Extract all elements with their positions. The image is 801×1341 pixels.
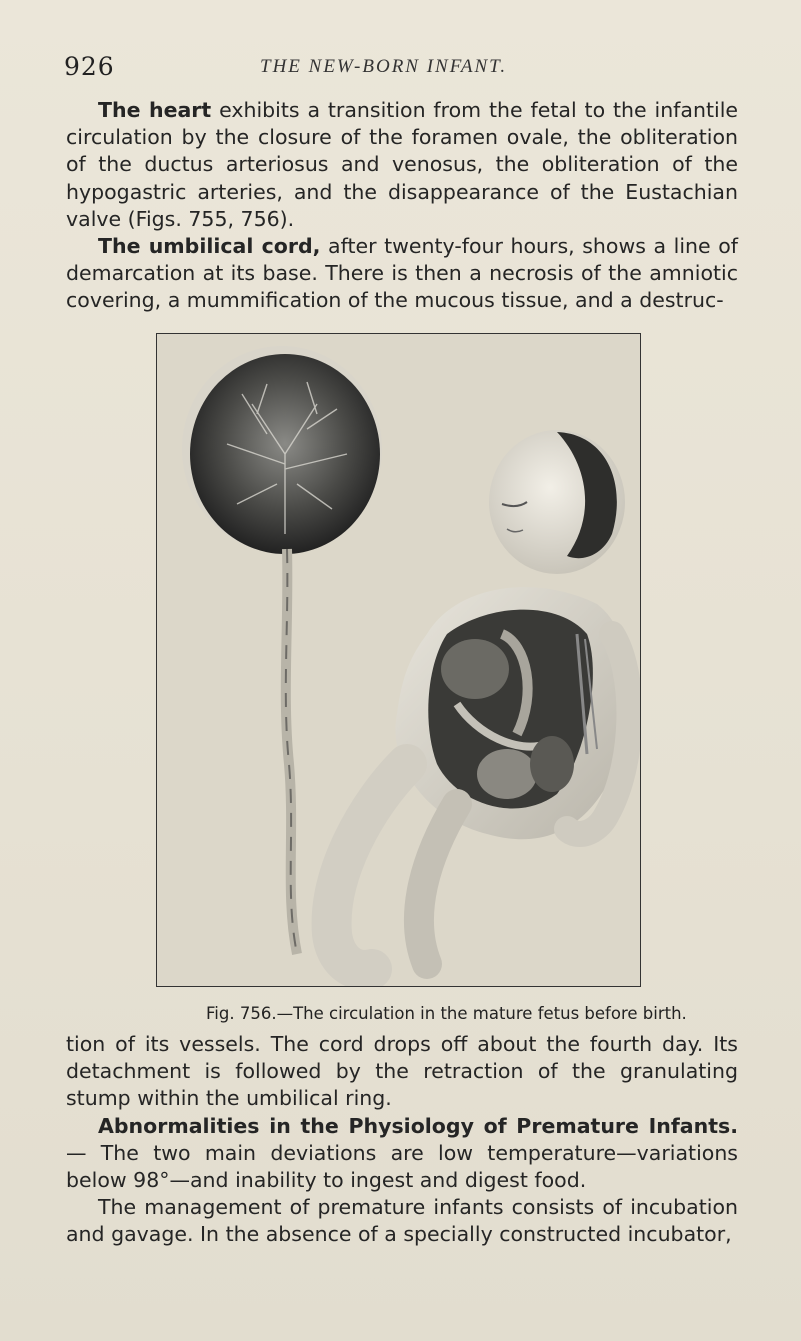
abnormalities-lead: Abnormalities in the Physiology of Premature Infants. — [98, 1113, 738, 1138]
heart-body: exhibits a transition from the fetal to the infantile circulation by the closure of the foramen ovale, the obliteration of the ductus arteriosus and venosus, the obliteration of the hypogastric arteries, and the disappearance of the Eustachian valve (Figs. 755, 756). — [66, 98, 738, 231]
figure-caption: Fig. 756.—The circulation in the mature fetus before birth. — [206, 1004, 687, 1023]
figure-frame — [156, 333, 641, 987]
paragraph-management: The management of premature infants consists of incubation and gavage. In the absence of a specially constructed incubator, — [66, 1195, 738, 1247]
infant-head — [489, 430, 625, 574]
bottom-text-block — [66, 1031, 738, 1249]
paragraph-abnormalities — [66, 1113, 738, 1195]
heart — [441, 639, 509, 699]
umbilical-cord-body: after twenty-four hours, shows a line of demarcation at its base. There is then a necrosis of the amniotic covering, a mummification of the mucous tissue, and a destruc- — [66, 234, 738, 313]
liver — [477, 749, 537, 799]
abnormalities-body: — The two main deviations are low temperature—variations below 98°—and inability to ingest and digest food. — [66, 1140, 738, 1193]
heart-lead: The heart — [98, 98, 212, 122]
paragraph-umbilical-cord — [66, 233, 738, 315]
paragraph-heart — [66, 97, 738, 233]
page-header — [64, 52, 744, 86]
top-text-block — [66, 97, 738, 315]
fetal-circulation-illustration — [157, 334, 640, 986]
running-title: THE NEW-BORN INFANT. — [260, 56, 508, 77]
paragraph-cord-continuation: tion of its vessels. The cord drops off about the fourth day. Its detachment is followed by the retraction of the granulating stump within the umbilical ring. — [66, 1032, 738, 1111]
umbilical-cord-lead: The umbilical cord, — [98, 234, 321, 259]
page-number: 926 — [64, 52, 115, 81]
